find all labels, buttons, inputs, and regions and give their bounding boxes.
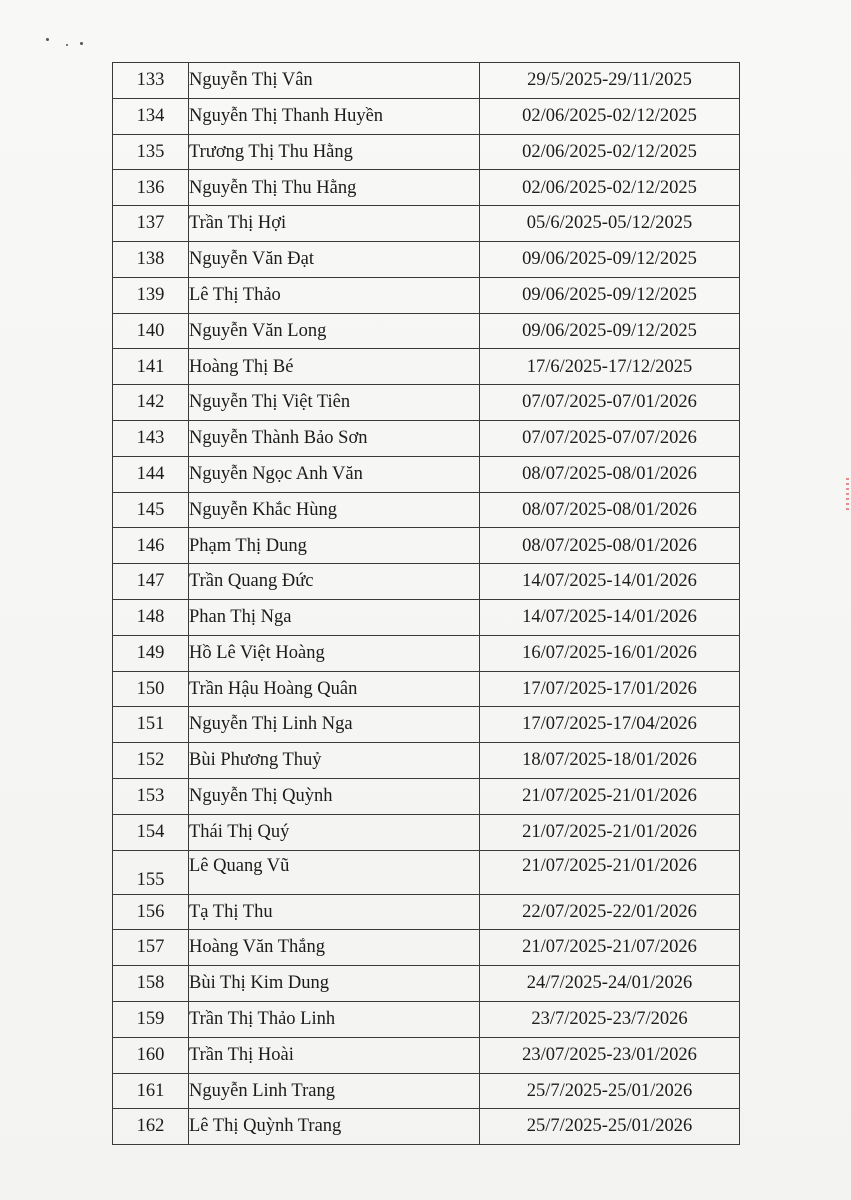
person-name: Nguyễn Linh Trang <box>189 1073 480 1109</box>
date-range: 24/7/2025-24/01/2026 <box>480 966 740 1002</box>
person-name: Nguyễn Thị Việt Tiên <box>189 385 480 421</box>
row-number: 153 <box>113 778 189 814</box>
row-number: 152 <box>113 743 189 779</box>
person-name: Bùi Phương Thuỷ <box>189 743 480 779</box>
date-range: 14/07/2025-14/01/2026 <box>480 564 740 600</box>
date-range: 25/7/2025-25/01/2026 <box>480 1109 740 1145</box>
date-range: 05/6/2025-05/12/2025 <box>480 206 740 242</box>
person-name: Thái Thị Quý <box>189 814 480 850</box>
row-number: 158 <box>113 966 189 1002</box>
table-row <box>113 743 740 779</box>
row-number: 140 <box>113 313 189 349</box>
date-range: 09/06/2025-09/12/2025 <box>480 313 740 349</box>
row-number: 161 <box>113 1073 189 1109</box>
person-name: Hồ Lê Việt Hoàng <box>189 635 480 671</box>
table-row <box>113 1001 740 1037</box>
red-stamp-edge <box>846 478 849 512</box>
person-name: Lê Thị Thảo <box>189 277 480 313</box>
table-row <box>113 707 740 743</box>
row-number: 156 <box>113 894 189 930</box>
person-name: Lê Quang Vũ <box>189 850 480 894</box>
person-name: Nguyễn Thị Thanh Huyền <box>189 98 480 134</box>
row-number: 149 <box>113 635 189 671</box>
date-range: 09/06/2025-09/12/2025 <box>480 241 740 277</box>
person-name: Tạ Thị Thu <box>189 894 480 930</box>
date-range: 09/06/2025-09/12/2025 <box>480 277 740 313</box>
row-number: 137 <box>113 206 189 242</box>
date-range: 07/07/2025-07/07/2026 <box>480 420 740 456</box>
date-range: 08/07/2025-08/01/2026 <box>480 456 740 492</box>
date-range: 23/07/2025-23/01/2026 <box>480 1037 740 1073</box>
row-number: 142 <box>113 385 189 421</box>
row-number: 136 <box>113 170 189 206</box>
roster-table <box>112 62 740 1145</box>
person-name: Trần Quang Đức <box>189 564 480 600</box>
date-range: 17/07/2025-17/01/2026 <box>480 671 740 707</box>
row-number: 148 <box>113 599 189 635</box>
date-range: 02/06/2025-02/12/2025 <box>480 134 740 170</box>
date-range: 21/07/2025-21/07/2026 <box>480 930 740 966</box>
table-row <box>113 635 740 671</box>
table-row <box>113 894 740 930</box>
person-name: Trần Hậu Hoàng Quân <box>189 671 480 707</box>
date-range: 14/07/2025-14/01/2026 <box>480 599 740 635</box>
person-name: Nguyễn Thị Quỳnh <box>189 778 480 814</box>
row-number: 138 <box>113 241 189 277</box>
date-range: 17/07/2025-17/04/2026 <box>480 707 740 743</box>
scan-speck <box>66 44 68 46</box>
person-name: Hoàng Thị Bé <box>189 349 480 385</box>
row-number: 134 <box>113 98 189 134</box>
date-range: 25/7/2025-25/01/2026 <box>480 1073 740 1109</box>
row-number: 133 <box>113 63 189 99</box>
date-range: 21/07/2025-21/01/2026 <box>480 778 740 814</box>
row-number: 160 <box>113 1037 189 1073</box>
person-name: Hoàng Văn Thắng <box>189 930 480 966</box>
date-range: 02/06/2025-02/12/2025 <box>480 170 740 206</box>
table-row <box>113 277 740 313</box>
table-row <box>113 1037 740 1073</box>
table-row <box>113 313 740 349</box>
table-row <box>113 349 740 385</box>
scan-speck <box>46 38 49 41</box>
person-name: Nguyễn Khắc Hùng <box>189 492 480 528</box>
table-row <box>113 170 740 206</box>
row-number: 151 <box>113 707 189 743</box>
person-name: Phạm Thị Dung <box>189 528 480 564</box>
roster-table-body <box>113 63 740 1145</box>
person-name: Nguyễn Văn Long <box>189 313 480 349</box>
date-range: 07/07/2025-07/01/2026 <box>480 385 740 421</box>
person-name: Nguyễn Thành Bảo Sơn <box>189 420 480 456</box>
row-number: 162 <box>113 1109 189 1145</box>
table-row <box>113 492 740 528</box>
table-row <box>113 1073 740 1109</box>
person-name: Trần Thị Hoài <box>189 1037 480 1073</box>
table-row <box>113 778 740 814</box>
person-name: Trần Thị Thảo Linh <box>189 1001 480 1037</box>
date-range: 08/07/2025-08/01/2026 <box>480 528 740 564</box>
row-number: 159 <box>113 1001 189 1037</box>
row-number: 141 <box>113 349 189 385</box>
date-range: 21/07/2025-21/01/2026 <box>480 850 740 894</box>
person-name: Nguyễn Văn Đạt <box>189 241 480 277</box>
person-name: Bùi Thị Kim Dung <box>189 966 480 1002</box>
row-number: 154 <box>113 814 189 850</box>
row-number: 139 <box>113 277 189 313</box>
date-range: 23/7/2025-23/7/2026 <box>480 1001 740 1037</box>
person-name: Nguyễn Ngọc Anh Văn <box>189 456 480 492</box>
scan-speck <box>80 42 83 45</box>
person-name: Nguyễn Thị Linh Nga <box>189 707 480 743</box>
table-row <box>113 63 740 99</box>
row-number: 146 <box>113 528 189 564</box>
row-number: 150 <box>113 671 189 707</box>
table-row <box>113 420 740 456</box>
row-number: 143 <box>113 420 189 456</box>
table-row <box>113 206 740 242</box>
table-row <box>113 671 740 707</box>
date-range: 08/07/2025-08/01/2026 <box>480 492 740 528</box>
table-row <box>113 850 740 894</box>
person-name: Trần Thị Hợi <box>189 206 480 242</box>
date-range: 17/6/2025-17/12/2025 <box>480 349 740 385</box>
date-range: 22/07/2025-22/01/2026 <box>480 894 740 930</box>
person-name: Phan Thị Nga <box>189 599 480 635</box>
row-number: 145 <box>113 492 189 528</box>
date-range: 18/07/2025-18/01/2026 <box>480 743 740 779</box>
date-range: 02/06/2025-02/12/2025 <box>480 98 740 134</box>
table-row <box>113 385 740 421</box>
table-row <box>113 241 740 277</box>
person-name: Trương Thị Thu Hằng <box>189 134 480 170</box>
date-range: 21/07/2025-21/01/2026 <box>480 814 740 850</box>
person-name: Nguyễn Thị Thu Hằng <box>189 170 480 206</box>
date-range: 29/5/2025-29/11/2025 <box>480 63 740 99</box>
row-number: 135 <box>113 134 189 170</box>
table-row <box>113 1109 740 1145</box>
table-row <box>113 814 740 850</box>
table-row <box>113 966 740 1002</box>
row-number: 155 <box>113 850 189 894</box>
row-number: 144 <box>113 456 189 492</box>
person-name: Lê Thị Quỳnh Trang <box>189 1109 480 1145</box>
table-row <box>113 528 740 564</box>
row-number: 157 <box>113 930 189 966</box>
person-name: Nguyễn Thị Vân <box>189 63 480 99</box>
date-range: 16/07/2025-16/01/2026 <box>480 635 740 671</box>
table-row <box>113 456 740 492</box>
table-row <box>113 599 740 635</box>
row-number: 147 <box>113 564 189 600</box>
table-row <box>113 98 740 134</box>
table-row <box>113 564 740 600</box>
table-row <box>113 930 740 966</box>
table-row <box>113 134 740 170</box>
